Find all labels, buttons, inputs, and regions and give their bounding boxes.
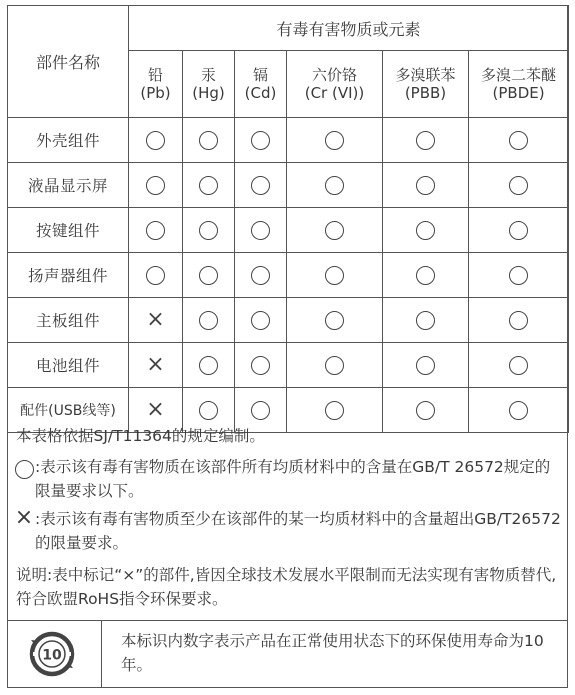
legend-circle-text: :表示该有毒有害物质在该部件所有均质材料中的含量在GB/T 26572规定的限量要求以下。: [35, 458, 551, 500]
part-name-header: 部件名称: [8, 6, 129, 118]
substance-header: [383, 51, 469, 118]
substance-symbol: (Hg): [192, 84, 225, 102]
circle-mark-icon: [416, 356, 435, 375]
circle-mark-icon: [416, 311, 435, 330]
circle-mark-icon: [146, 221, 165, 240]
circle-mark-icon: [325, 221, 344, 240]
substance-mark-cell: [183, 118, 235, 163]
substance-header: [129, 51, 183, 118]
substance-mark-cell: [287, 253, 383, 298]
part-name: 液晶显示屏: [8, 163, 129, 208]
substance-mark-cell: [287, 208, 383, 253]
circle-mark-icon: [199, 176, 218, 195]
substances-header: 有毒有害物质或元素: [129, 6, 569, 51]
circle-mark-icon: [325, 356, 344, 375]
substance-mark-cell: [469, 163, 569, 208]
part-name: 配件(USB线等): [8, 388, 129, 433]
cross-icon: ×: [14, 505, 34, 530]
table-row: [8, 253, 569, 298]
eco-label-footer: [7, 621, 568, 688]
part-name: 外壳组件: [8, 118, 129, 163]
table-row: [8, 118, 569, 163]
circle-mark-icon: [146, 266, 165, 285]
circle-mark-icon: [416, 176, 435, 195]
eco-logo-cell: [8, 621, 102, 687]
part-name: 主板组件: [8, 298, 129, 343]
substance-mark-cell: [129, 298, 183, 343]
substance-mark-cell: [183, 298, 235, 343]
substance-mark-cell: [383, 208, 469, 253]
substance-mark-cell: [383, 343, 469, 388]
substance-name: 汞: [200, 66, 216, 84]
circle-mark-icon: [509, 131, 528, 150]
hazardous-substances-table: [7, 5, 569, 433]
substance-name: 镉: [252, 66, 268, 84]
substance-name: 铅: [147, 66, 163, 84]
circle-mark-icon: [146, 131, 165, 150]
table-row: [8, 343, 569, 388]
substance-mark-cell: [129, 208, 183, 253]
table-row: [8, 298, 569, 343]
substance-mark-cell: [183, 208, 235, 253]
circle-mark-icon: [251, 221, 270, 240]
circle-mark-icon: [416, 266, 435, 285]
substance-mark-cell: [383, 163, 469, 208]
circle-mark-icon: [509, 221, 528, 240]
substance-name: 六价铬: [311, 66, 357, 84]
substance-mark-cell: [235, 343, 287, 388]
substance-mark-cell: [287, 298, 383, 343]
circle-mark-icon: [325, 266, 344, 285]
substance-mark-cell: [235, 118, 287, 163]
substance-mark-cell: [235, 163, 287, 208]
substance-mark-cell: [383, 118, 469, 163]
substance-mark-cell: [287, 118, 383, 163]
part-name: 电池组件: [8, 343, 129, 388]
explanation-note: 说明:表中标记“×”的部件,皆因全球技术发展水平限制而无法实现有害物质替代,符合欧盟RoHS指令环保要求。: [16, 566, 557, 608]
circle-mark-icon: [251, 176, 270, 195]
circle-mark-icon: [509, 311, 528, 330]
substance-mark-cell: [129, 163, 183, 208]
substance-header: [287, 51, 383, 118]
circle-mark-icon: [509, 266, 528, 285]
circle-mark-icon: [509, 356, 528, 375]
substance-symbol: (Pb): [140, 84, 171, 102]
legend-cross: [14, 507, 562, 555]
circle-mark-icon: [416, 131, 435, 150]
legend-cross-text: :表示该有毒有害物质至少在该部件的某一均质材料中的含量超出GB/T26572的限量要求。: [35, 510, 561, 552]
standard-note: 本表格依据SJ/T11364的规定编制。: [16, 427, 265, 445]
circle-mark-icon: [325, 176, 344, 195]
substance-symbol: (PBB): [404, 84, 447, 102]
substance-mark-cell: [183, 163, 235, 208]
substance-mark-cell: [129, 253, 183, 298]
part-name: 按键组件: [8, 208, 129, 253]
substance-name: 多溴联苯: [395, 66, 456, 84]
notes-section: [7, 415, 568, 621]
substance-name: 多溴二苯醚: [481, 66, 557, 84]
footer-text: 本标识内数字表示产品在正常使用状态下的环保使用寿命为10年。: [121, 632, 544, 674]
substance-header: [183, 51, 235, 118]
legend-circle: [14, 455, 562, 503]
substance-mark-cell: [469, 298, 569, 343]
circle-mark-icon: [199, 266, 218, 285]
substance-symbol: (PBDE): [492, 84, 545, 102]
circle-mark-icon: [325, 131, 344, 150]
circle-mark-icon: [251, 266, 270, 285]
substance-mark-cell: [469, 253, 569, 298]
circle-mark-icon: [251, 131, 270, 150]
substance-mark-cell: [235, 208, 287, 253]
substance-mark-cell: [469, 343, 569, 388]
logo-number: 10: [42, 647, 62, 664]
substance-mark-cell: [383, 298, 469, 343]
circle-mark-icon: [199, 311, 218, 330]
substance-mark-cell: [287, 343, 383, 388]
circle-mark-icon: [509, 176, 528, 195]
substance-mark-cell: [469, 118, 569, 163]
substance-mark-cell: [235, 253, 287, 298]
table-row: [8, 208, 569, 253]
circle-mark-icon: [199, 221, 218, 240]
substance-mark-cell: [183, 343, 235, 388]
substance-header: [235, 51, 287, 118]
cross-mark-icon: ×: [146, 397, 165, 422]
circle-mark-icon: [325, 311, 344, 330]
circle-mark-icon: [251, 356, 270, 375]
efup-10-logo-icon: [29, 631, 75, 677]
substance-header: [469, 51, 569, 118]
substance-mark-cell: [469, 208, 569, 253]
circle-mark-icon: [199, 131, 218, 150]
substance-mark-cell: [129, 343, 183, 388]
circle-icon: [14, 457, 34, 481]
substance-symbol: (Cr (VI)): [304, 84, 365, 102]
substance-mark-cell: [383, 253, 469, 298]
substance-mark-cell: [287, 163, 383, 208]
substance-mark-cell: [183, 253, 235, 298]
part-name: 扬声器组件: [8, 253, 129, 298]
cross-mark-icon: ×: [146, 352, 165, 377]
circle-mark-icon: [146, 176, 165, 195]
cross-mark-icon: ×: [146, 307, 165, 332]
substance-symbol: (Cd): [244, 84, 277, 102]
table-row: [8, 163, 569, 208]
circle-mark-icon: [199, 356, 218, 375]
circle-mark-icon: [251, 311, 270, 330]
circle-mark-icon: [416, 221, 435, 240]
substance-mark-cell: [129, 118, 183, 163]
substance-mark-cell: [235, 298, 287, 343]
